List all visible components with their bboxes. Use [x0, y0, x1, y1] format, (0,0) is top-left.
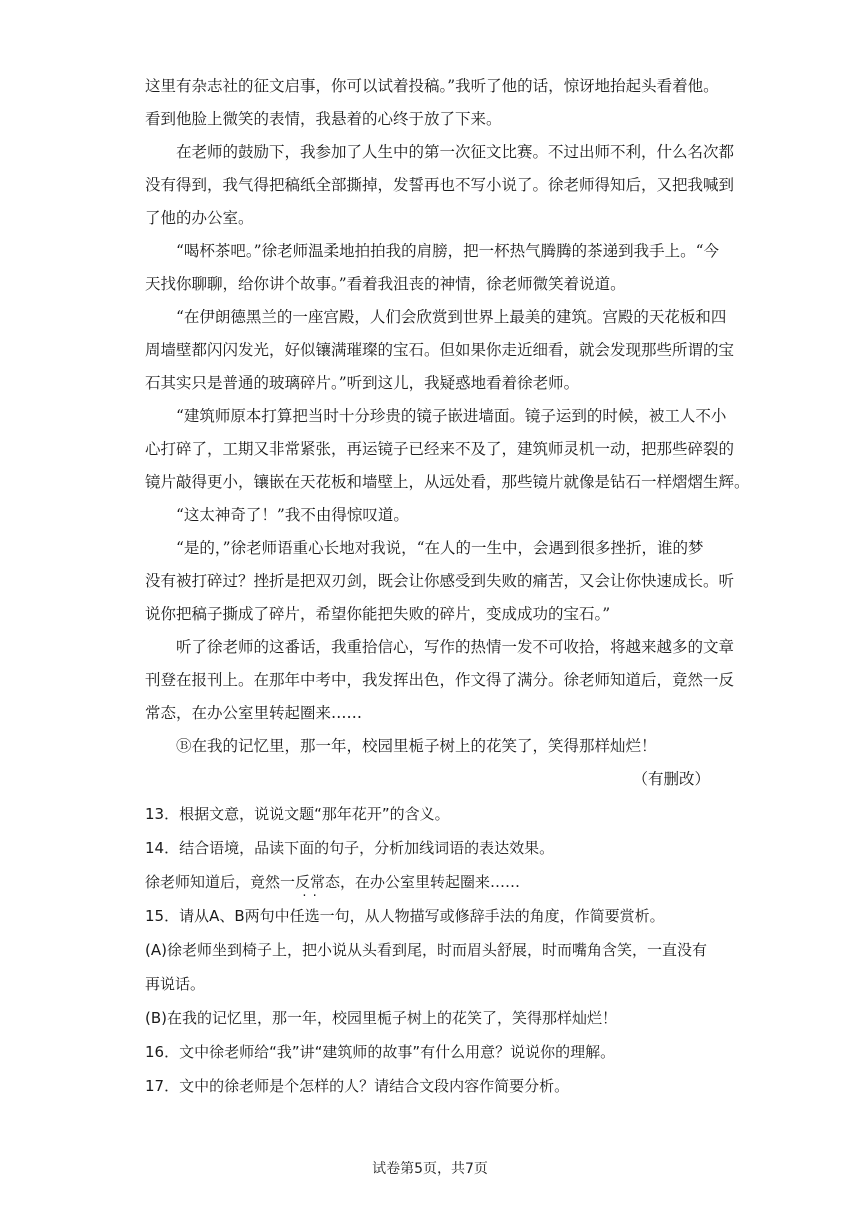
- passage-line: 没有得到，我气得把稿纸全部撕掉，发誓再也不写小说了。徐老师得知后，又把我喊到: [145, 176, 735, 194]
- question-15-a-line2: 再说话。: [145, 975, 206, 993]
- q14-emphasized-phrase: 一反常态 · ·: [280, 873, 340, 891]
- question-17: 17．文中的徐老师是个怎样的人？请结合文段内容作简要分析。: [145, 1077, 570, 1095]
- passage-line: 在老师的鼓励下，我参加了人生中的第一次征文比赛。不过出师不利，什么名次都: [176, 143, 735, 161]
- passage-line: 常态，在办公室里转起圈来……: [145, 704, 363, 722]
- question-15-a-line1: (A)徐老师坐到椅子上，把小说从头看到尾，时而眉头舒展，时而嘴角含笑，一直没有: [145, 941, 707, 959]
- question-14: 14．结合语境，品读下面的句子，分析加线词语的表达效果。: [145, 839, 555, 857]
- passage-line: “建筑师原本打算把当时十分珍贵的镜子嵌进墙面。镜子运到的时候，被工人不小: [176, 407, 727, 425]
- question-15: 15．请从A、B两句中任选一句，从人物描写或修辞手法的角度，作简要赏析。: [145, 907, 665, 925]
- passage-line: 镜片敲得更小，镶嵌在天花板和墙壁上，从远处看，那些镜片就像是钻石一样熠熠生辉。: [145, 473, 750, 491]
- passage-line: “这太神奇了！”我不由得惊叹道。: [176, 506, 409, 524]
- passage-line: “是的，”徐老师语重心长地对我说，“在人的一生中，会遇到很多挫折，谁的梦: [176, 539, 704, 557]
- passage-line: 了他的办公室。: [145, 209, 254, 227]
- passage-line: 刊登在报刊上。在那年中考中，我发挥出色，作文得了满分。徐老师知道后，竟然一反: [145, 671, 735, 689]
- question-13: 13．根据文意，说说文题“那年花开”的含义。: [145, 805, 450, 823]
- source-note: （有删改）: [632, 770, 710, 788]
- passage-line: “喝杯茶吧。”徐老师温柔地拍拍我的肩膀，把一杯热气腾腾的茶递到我手上。“今: [176, 242, 720, 260]
- page-footer: 试卷第5页，共7页: [372, 1161, 488, 1177]
- question-14-sentence: [145, 872, 720, 892]
- passage-line: 这里有杂志社的征文启事，你可以试着投稿。”我听了他的话，惊讶地抬起头看着他。: [145, 77, 719, 95]
- question-15-b: (B)在我的记忆里，那一年，校园里栀子树上的花笑了，笑得那样灿烂！: [145, 1009, 617, 1027]
- passage-line: “在伊朗德黑兰的一座宫殿，人们会欣赏到世界上最美的建筑。宫殿的天花板和四: [176, 308, 727, 326]
- passage-line: 石其实只是普通的玻璃碎片。”听到这儿，我疑惑地看着徐老师。: [145, 374, 580, 392]
- question-16: 16．文中徐老师给“我”讲“建筑师的故事”有什么用意？说说你的理解。: [145, 1043, 616, 1061]
- passage-line: Ⓑ在我的记忆里，那一年，校园里栀子树上的花笑了，笑得那样灿烂！: [176, 737, 657, 755]
- passage-line: 没有被打碎过？挫折是把双刃剑，既会让你感受到失败的痛苦，又会让你快速成长。听: [145, 572, 735, 590]
- passage-line: 心打碎了，工期又非常紧张，再运镜子已经来不及了，建筑师灵机一动，把那些碎裂的: [145, 440, 735, 458]
- passage-line: 周墙壁都闪闪发光，好似镶满璀璨的宝石。但如果你走近细看，就会发现那些所谓的宝: [145, 341, 735, 359]
- passage-line: 说你把稿子撕成了碎片，希望你能把失败的碎片，变成成功的宝石。”: [145, 605, 611, 623]
- q14-sentence-before: 徐老师知道后，竟然: [145, 873, 281, 891]
- passage-line: 天找你聊聊，给你讲个故事。”看着我沮丧的神情，徐老师微笑着说道。: [145, 275, 626, 293]
- passage-line: 看到他脸上微笑的表情，我悬着的心终于放了下来。: [145, 110, 502, 128]
- q14-sentence-after: ，在办公室里转起圈来……: [340, 873, 521, 891]
- passage-line: 听了徐老师的这番话，我重拾信心，写作的热情一发不可收拾，将越来越多的文章: [176, 638, 735, 656]
